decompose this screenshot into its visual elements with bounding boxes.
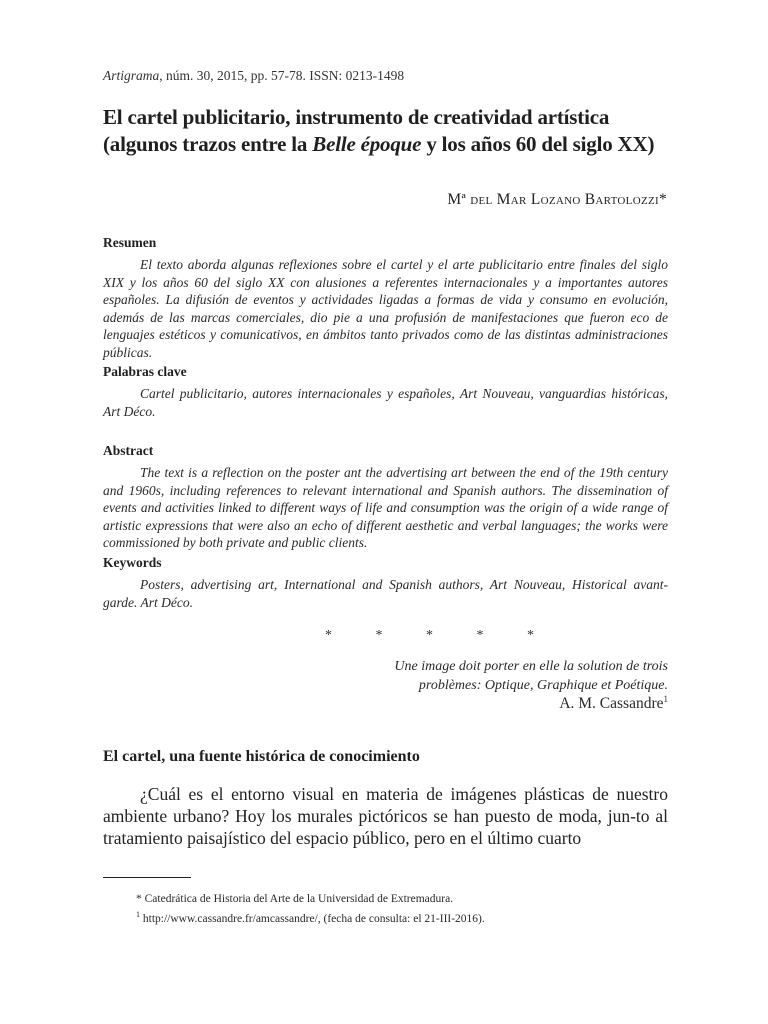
body-paragraph: ¿Cuál es el entorno visual en materia de imágenes plásticas de nuestro ambiente urbano? Hoy los murales pictóricos se han puesto de moda, jun-to al tratamiento paisajístico del espacio público, pero en el último cuarto xyxy=(103,784,668,848)
palabras-clave-heading: Palabras clave xyxy=(103,364,187,379)
epigraph-attribution xyxy=(559,694,668,713)
footnote-author xyxy=(136,892,485,907)
section-separator: * * * * * xyxy=(325,628,554,643)
title-line-2-start: (algunos trazos entre la xyxy=(103,132,313,156)
palabras-clave-text: Cartel publicitario, autores internacionales y españoles, Art Nouveau, vanguardias históricas, Art Déco. xyxy=(103,386,668,419)
title-line-2-end: y los años 60 del siglo XX) xyxy=(421,132,655,156)
epigraph-author: A. M. Cassandre xyxy=(559,695,664,713)
footnote-text: http://www.cassandre.fr/amcassandre/, (fecha de consulta: el 21-III-2016). xyxy=(140,912,485,925)
footnote-text: Catedrática de Historia del Arte de la Universidad de Extremadura. xyxy=(141,893,454,905)
resumen-text: El texto aborda algunas reflexiones sobre el cartel y el arte publicitario entre finales del siglo XIX y los años 60 del siglo XX con alusiones a referentes internacionales y a importantes autores españoles. La difusión de eventos y actividades ligadas a formas de vida y consumo en evolución, además de las marcas comerciales, dio pie a una profusión de manifestaciones que fueron eco de lenguajes estéticos y comunicativos, en ámbitos tanto privados como de las distintas administraciones públicas. xyxy=(103,257,668,360)
footnote-ref-1[interactable]: 1 xyxy=(663,694,668,704)
keywords-heading: Keywords xyxy=(103,555,162,570)
title-line-2 xyxy=(103,131,683,158)
palabras-clave-body xyxy=(103,385,668,420)
resumen-heading: Resumen xyxy=(103,235,157,250)
footnote-1 xyxy=(136,907,485,927)
abstract-heading: Abstract xyxy=(103,443,154,458)
article-title xyxy=(103,104,683,158)
epigraph-line-1: Une image doit porter en elle la solution de trois xyxy=(394,659,668,674)
resumen-body xyxy=(103,256,668,362)
epigraph-line-2: problèmes: Optique, Graphique et Poétique. xyxy=(418,678,668,693)
abstract-text: The text is a reflection on the poster ant the advertising art between the end of the 19th century and 1960s, including references to relevant international and Spanish authors. The dissemination of events and activities linked to different ways of life and consumption was the origin of a wide range of artistic expressions that were also an echo of different aesthetic and verbal languages; the works were commissioned by both private and public clients. xyxy=(103,465,668,551)
footnote-divider xyxy=(103,877,191,878)
epigraph xyxy=(248,657,668,695)
abstract-body xyxy=(103,464,668,552)
keywords-text: Posters, advertising art, International and Spanish authors, Art Nouveau, Historical avant-garde. Art Déco. xyxy=(103,577,668,610)
section-body xyxy=(103,783,668,849)
title-line-1: El cartel publicitario, instrumento de creatividad artística xyxy=(103,105,610,129)
journal-citation xyxy=(103,68,404,84)
section-heading: El cartel, una fuente histórica de conocimiento xyxy=(103,748,420,765)
title-line-2-italic: Belle époque xyxy=(312,132,422,156)
footnote-mark: 1 xyxy=(136,910,140,919)
journal-name: Artigrama xyxy=(103,68,160,83)
footnotes xyxy=(136,892,485,927)
author-name: Mª del Mar Lozano Bartolozzi* xyxy=(447,191,667,208)
journal-citation-details: , núm. 30, 2015, pp. 57-78. ISSN: 0213-1498 xyxy=(159,68,405,83)
keywords-body xyxy=(103,576,668,611)
footnote-mark: * xyxy=(136,893,142,905)
